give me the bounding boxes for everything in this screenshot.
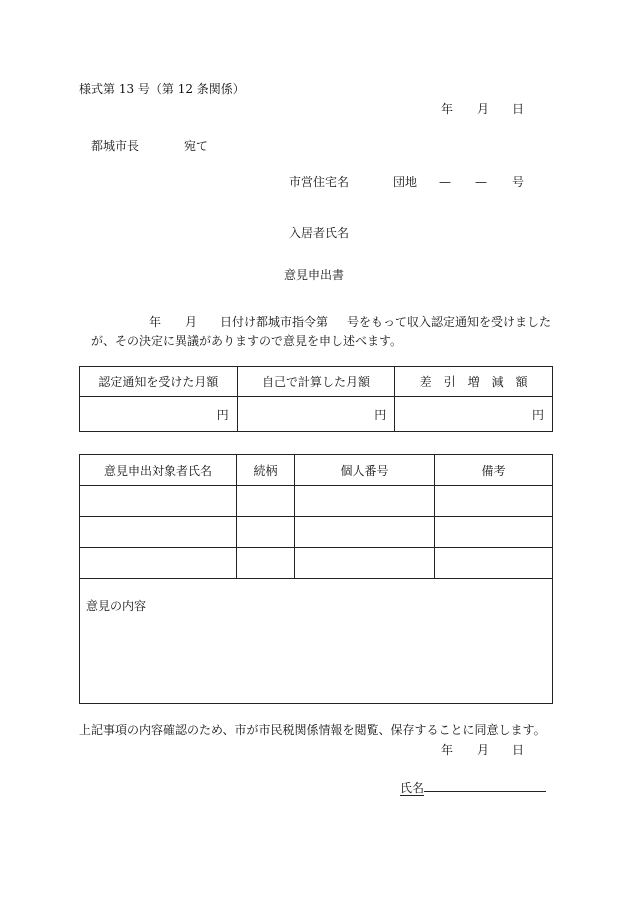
table-row xyxy=(80,517,553,548)
remarks-cell[interactable] xyxy=(435,486,553,517)
name-cell[interactable] xyxy=(80,486,237,517)
subject-header-name: 意見申出対象者氏名 xyxy=(80,455,237,486)
remarks-cell[interactable] xyxy=(435,517,553,548)
signature-line[interactable] xyxy=(424,781,546,792)
table-row xyxy=(80,548,553,579)
danchi-label: 団地 xyxy=(393,175,418,189)
remarks-cell[interactable] xyxy=(435,548,553,579)
table-row xyxy=(80,486,553,517)
subject-header-number: 個人番号 xyxy=(295,455,435,486)
date-day-label: 日 xyxy=(512,102,525,116)
consent-date-day: 日 xyxy=(512,743,525,757)
subject-header-relation: 続柄 xyxy=(237,455,295,486)
building-dash: — xyxy=(439,175,451,189)
amount-table xyxy=(79,366,553,432)
name-cell[interactable] xyxy=(80,517,237,548)
date-year-label: 年 xyxy=(441,102,454,116)
signature-label: 氏名 xyxy=(400,781,425,795)
go-label: 号 xyxy=(512,175,525,189)
housing-name-label: 市営住宅名 xyxy=(289,175,350,189)
opinion-content-box[interactable] xyxy=(80,579,553,704)
self-amount-field[interactable]: 円 xyxy=(237,397,395,432)
body-day-text: 日付け都城市指令第 xyxy=(220,315,329,329)
amount-header-difference: 差 引 増 減 額 xyxy=(395,367,553,397)
amount-header-certified: 認定通知を受けた月額 xyxy=(80,367,238,397)
name-cell[interactable] xyxy=(80,548,237,579)
date-month-label: 月 xyxy=(477,102,490,116)
document-title: 意見申出書 xyxy=(284,268,345,282)
relation-cell[interactable] xyxy=(237,486,295,517)
body-line-2: が、その決定に異議がありますので意見を申し述べます。 xyxy=(91,334,403,348)
body-month: 月 xyxy=(185,315,198,329)
opinion-content-label: 意見の内容 xyxy=(86,599,147,613)
consent-date-month: 月 xyxy=(477,743,490,757)
subject-table xyxy=(79,454,553,704)
resident-name-label: 入居者氏名 xyxy=(289,226,350,240)
number-cell[interactable] xyxy=(295,548,435,579)
relation-cell[interactable] xyxy=(237,517,295,548)
addressee-suffix: 宛て xyxy=(184,139,209,153)
addressee-name: 都城市長 xyxy=(91,139,140,153)
consent-date-year: 年 xyxy=(441,743,454,757)
difference-amount-field[interactable]: 円 xyxy=(395,397,553,432)
number-cell[interactable] xyxy=(295,486,435,517)
form-number: 様式第 13 号（第 12 条関係） xyxy=(79,82,245,96)
body-year: 年 xyxy=(149,315,162,329)
body-rest-text: 号をもって収入認定通知を受けました xyxy=(347,315,552,329)
consent-text: 上記事項の内容確認のため、市が市民税関係情報を閲覧、保存することに同意します。 xyxy=(79,723,546,737)
certified-amount-field[interactable]: 円 xyxy=(80,397,238,432)
number-cell[interactable] xyxy=(295,517,435,548)
amount-header-self: 自己で計算した月額 xyxy=(237,367,395,397)
signature-block xyxy=(400,781,546,794)
relation-cell[interactable] xyxy=(237,548,295,579)
subject-header-remarks: 備考 xyxy=(435,455,553,486)
room-dash: — xyxy=(475,175,487,189)
